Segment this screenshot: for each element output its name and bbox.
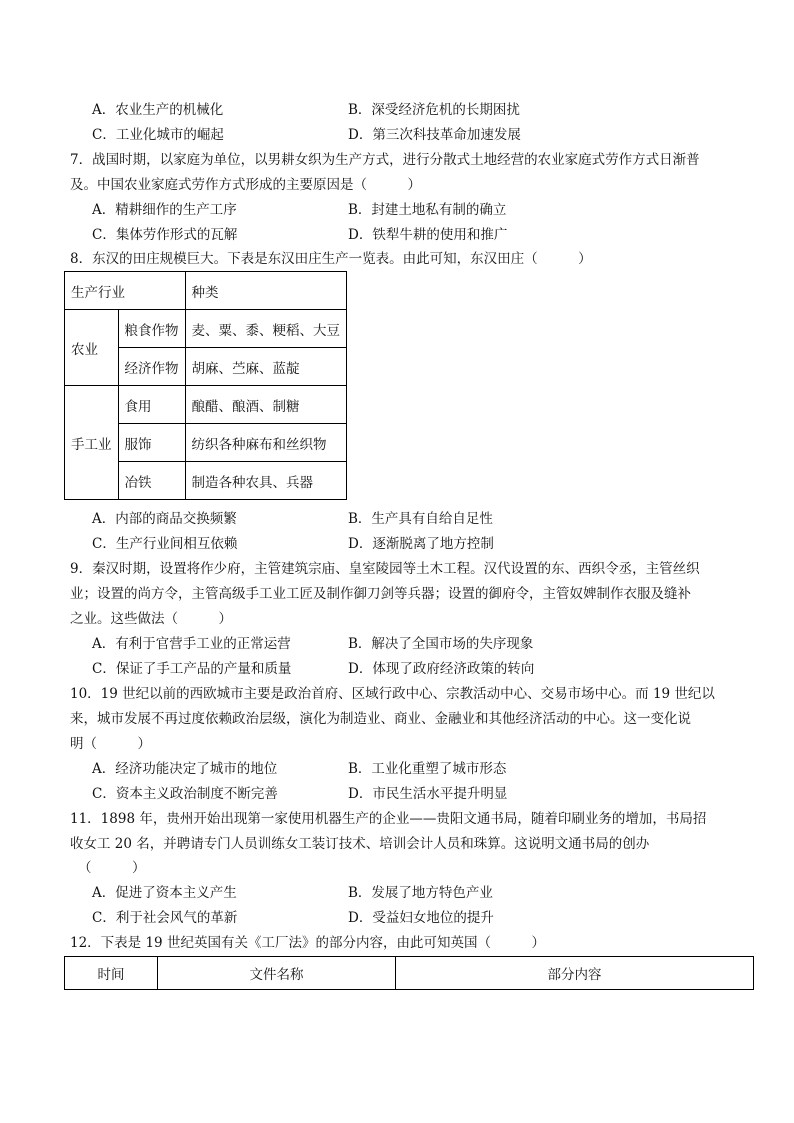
q8-option-d: D．逐渐脱离了地方控制 bbox=[348, 536, 494, 552]
header-doc-name: 文件名称 bbox=[158, 957, 396, 990]
q12-stem: 12．下表是 19 世纪英国有关《工厂法》的部分内容，由此可知英国（ ） bbox=[70, 935, 545, 951]
q10-option-c: C．资本主义政治制度不断完善 bbox=[92, 786, 278, 802]
q6-option-c: C．工业化城市的崛起 bbox=[92, 127, 224, 143]
q10-option-b: B．工业化重塑了城市形态 bbox=[348, 761, 507, 777]
q8-stem: 8．东汉的田庄规模巨大。下表是东汉田庄生产一览表。由此可知，东汉田庄（ ） bbox=[70, 251, 592, 267]
header-content: 部分内容 bbox=[396, 957, 754, 990]
cell-grain-value: 麦、粟、黍、粳稻、大豆 bbox=[185, 310, 347, 348]
cell-grain: 粮食作物 bbox=[118, 310, 185, 348]
q10-stem-line2: 来，城市发展不再过度依赖政治层级，演化为制造业、商业、金融业和其他经济活动的中心。这一变化说 bbox=[70, 711, 691, 727]
q7-option-a: A．精耕细作的生产工序 bbox=[92, 202, 237, 218]
q6-option-d: D．第三次科技革命加速发展 bbox=[348, 127, 521, 143]
q7-stem-line2: 及。中国农业家庭式劳作方式形成的主要原因是（ ） bbox=[70, 177, 421, 193]
cell-food-value: 酿醋、酿酒、制糖 bbox=[185, 386, 347, 424]
q11-option-d: D．受益妇女地位的提升 bbox=[348, 910, 494, 926]
cell-food: 食用 bbox=[118, 386, 185, 424]
q8-option-b: B．生产具有自给自足性 bbox=[348, 511, 493, 527]
q9-option-d: D．体现了政府经济政策的转向 bbox=[348, 661, 535, 677]
cell-craft: 手工业 bbox=[65, 386, 119, 500]
q8-option-a: A．内部的商品交换频繁 bbox=[92, 511, 237, 527]
q9-stem-line3: 之业。这些做法（ ） bbox=[70, 611, 232, 627]
q11-option-c: C．利于社会风气的革新 bbox=[92, 910, 238, 926]
q11-stem-line1: 11．1898 年，贵州开始出现第一家使用机器生产的企业——贵阳文通书局，随着印刷业务的增加，书局招 bbox=[70, 811, 707, 827]
q9-option-b: B．解决了全国市场的失序现象 bbox=[348, 636, 534, 652]
q9-stem-line1: 9．秦汉时期，设置将作少府，主管建筑宗庙、皇室陵园等土木工程。汉代设置的东、西织令丞，主管丝织 bbox=[70, 561, 700, 577]
q12-table bbox=[64, 956, 754, 990]
q7-option-d: D．铁犁牛耕的使用和推广 bbox=[348, 227, 508, 243]
q11-stem-line2: 收女工 20 名，并聘请专门人员训练女工装订技术、培训会计人员和珠算。这说明文通书局的创办 bbox=[70, 836, 650, 852]
q11-stem-line3: （ ） bbox=[78, 860, 146, 876]
cell-iron: 冶铁 bbox=[118, 462, 185, 500]
q6-option-a: A．农业生产的机械化 bbox=[92, 102, 224, 118]
q8-table bbox=[64, 271, 347, 500]
q9-option-c: C．保证了手工产品的产量和质量 bbox=[92, 661, 292, 677]
q8-option-c: C．生产行业间相互依赖 bbox=[92, 536, 238, 552]
q7-stem-line1: 7．战国时期，以家庭为单位，以男耕女织为生产方式，进行分散式土地经营的农业家庭式劳作方式日渐普 bbox=[70, 152, 700, 168]
q9-option-a: A．有利于官营手工业的正常运营 bbox=[92, 636, 291, 652]
cell-cash-value: 胡麻、苎麻、蓝靛 bbox=[185, 348, 347, 386]
q10-option-a: A．经济功能决定了城市的地位 bbox=[92, 761, 278, 777]
cell-cash: 经济作物 bbox=[118, 348, 185, 386]
cell-iron-value: 制造各种农具、兵器 bbox=[185, 462, 347, 500]
cell-cloth: 服饰 bbox=[118, 424, 185, 462]
q6-option-b: B．深受经济危机的长期困扰 bbox=[348, 102, 520, 118]
cell-cloth-value: 纺织各种麻布和丝织物 bbox=[185, 424, 347, 462]
q10-stem-line3: 明（ ） bbox=[70, 736, 151, 752]
header-industry: 生产行业 bbox=[65, 272, 186, 310]
q9-stem-line2: 业；设置的尚方令，主管高级手工业工匠及制作御刀剑等兵器；设置的御府令，主管奴婢制作衣服及缝补 bbox=[70, 586, 691, 602]
q11-option-a: A．促进了资本主义产生 bbox=[92, 885, 237, 901]
q10-stem-line1: 10．19 世纪以前的西欧城市主要是政治首府、区域行政中心、宗教活动中心、交易市场中心。而 19 世纪以 bbox=[70, 686, 715, 702]
q7-option-c: C．集体劳作形式的瓦解 bbox=[92, 227, 238, 243]
q11-option-b: B．发展了地方特色产业 bbox=[348, 885, 493, 901]
q7-option-b: B．封建土地私有制的确立 bbox=[348, 202, 507, 218]
header-time: 时间 bbox=[65, 957, 158, 990]
header-type: 种类 bbox=[185, 272, 347, 310]
q10-option-d: D．市民生活水平提升明显 bbox=[348, 786, 508, 802]
cell-agri: 农业 bbox=[65, 310, 119, 386]
